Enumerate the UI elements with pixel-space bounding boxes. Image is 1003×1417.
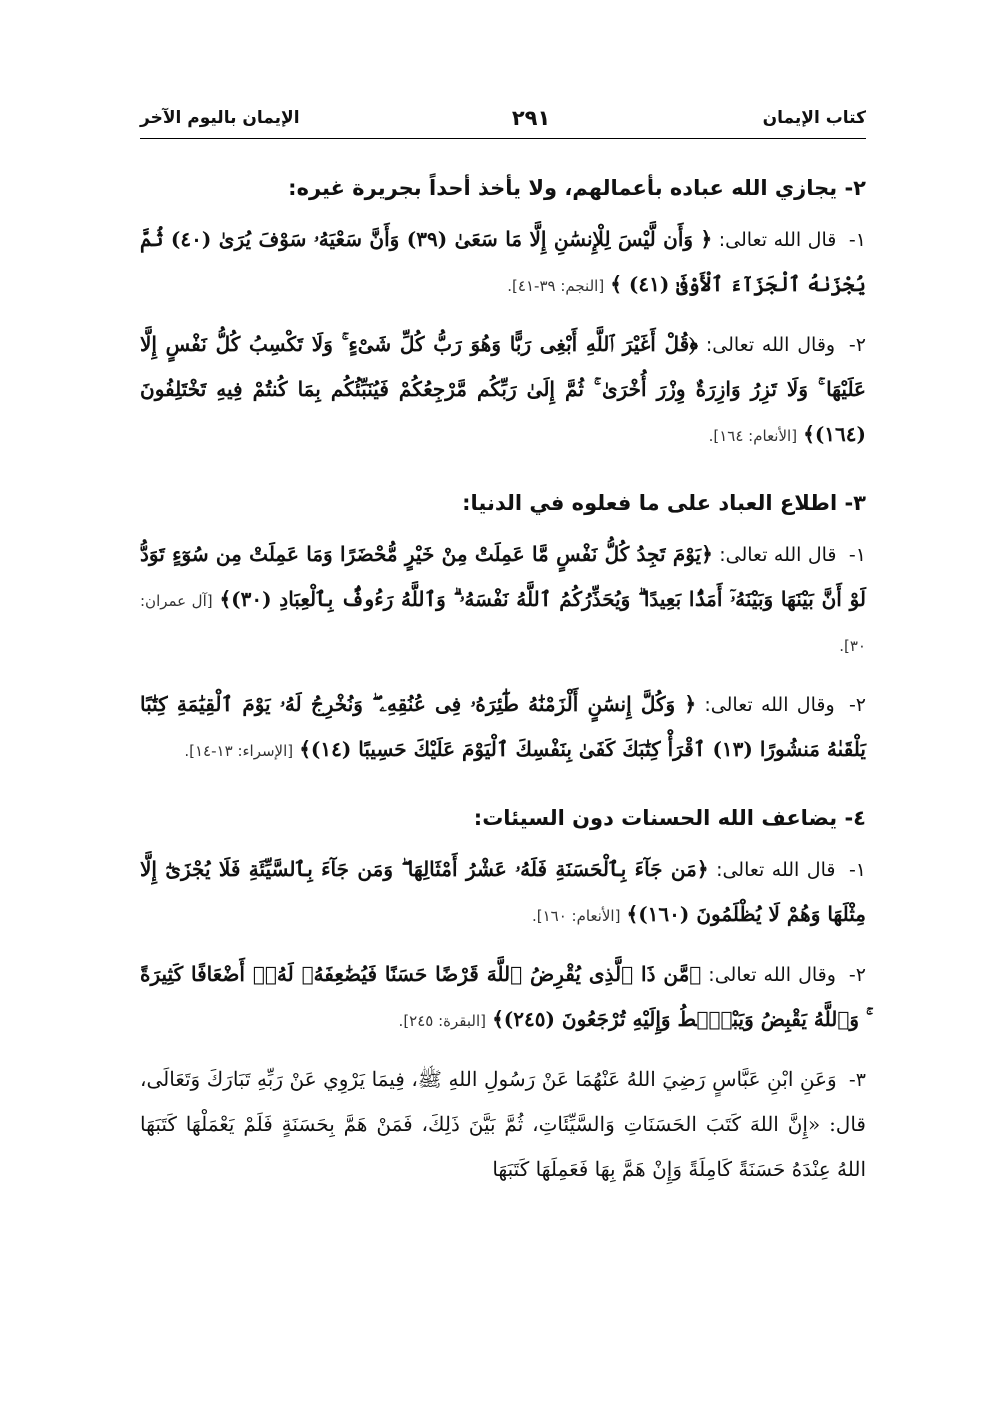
list-item [140, 682, 866, 773]
item-number: ١- [848, 544, 866, 566]
quran-verse: ﴿يَوْمَ تَجِدُ كُلُّ نَفْسٍ مَّا عَمِلَتْ مِنْ خَيْرٍ مُّحْضَرًا وَمَا عَمِلَتْ مِن سُوٓءٍ تَوَدُّ لَوْ أَنَّ بَيْنَهَا وَبَيْنَهُۥٓ أَمَدًۢا بَعِيدًا ۗ وَيُحَذِّرُكُمُ ٱللَّهُ نَفْسَهُۥ ۗ وَٱللَّهُ رَءُوفٌۢ بِٱلْعِبَادِ (٣٠)﴾ [140, 542, 867, 611]
book-page [140, 100, 866, 1206]
item-lead: قال الله تعالى: [719, 544, 837, 566]
item-lead: قال الله تعالى: [716, 859, 836, 881]
header-book-title: كتاب الإيمان [762, 108, 866, 128]
item-number: ٢- [848, 964, 866, 986]
section-heading: ٣- اطلاع العباد على ما فعلوه في الدنيا: [462, 491, 866, 515]
item-lead: وقال الله تعالى: [704, 694, 835, 716]
header-chapter-title: الإيمان باليوم الآخر [140, 108, 300, 128]
item-lead: وقال الله تعالى: [708, 964, 836, 986]
quran-verse: ﴿مَّن ذَا ٱلَّذِى يُقْرِضُ ٱللَّهَ قَرْضًا حَسَنًا فَيُضَٰعِفَهُۥ لَهُۥٓ أَضْعَافًا كَثِيرَةً ۚ وَٱللَّهُ يَقْبِضُ وَيَبْصُۜطُ وَإِلَيْهِ تُرْجَعُونَ (٢٤٥)﴾ [140, 962, 866, 1031]
list-item [140, 322, 866, 458]
item-lead: وقال الله تعالى: [705, 334, 836, 356]
item-number: ٢- [848, 694, 867, 716]
quran-verse: ﴿قُلْ أَغَيْرَ ٱللَّهِ أَبْغِى رَبًّا وَهُوَ رَبُّ كُلِّ شَىْءٍ ۚ وَلَا تَكْسِبُ كُلُّ نَفْسٍ إِلَّا عَلَيْهَا ۚ وَلَا تَزِرُ وَازِرَةٌ وِزْرَ أُخْرَىٰ ۚ ثُمَّ إِلَىٰ رَبِّكُم مَّرْجِعُكُمْ فَيُنَبِّئُكُم بِمَا كُنتُمْ فِيهِ تَخْتَلِفُونَ (١٦٤)﴾ [140, 332, 866, 446]
page-number: ٢٩١ [511, 106, 551, 130]
verse-reference: [الأنعام: ١٦٠]. [531, 907, 621, 925]
verse-reference: [الأنعام: ١٦٤]. [708, 427, 798, 445]
quran-verse: ﴿ وَأَن لَّيْسَ لِلْإِنسَٰنِ إِلَّا مَا سَعَىٰ (٣٩) وَأَنَّ سَعْيَهُۥ سَوْفَ يُرَىٰ (٤٠) ثُمَّ يُجْزَىٰهُ ٱلْجَزَآءَ ٱلْأَوْفَىٰ (٤١) ﴾ [140, 227, 866, 296]
list-item [140, 952, 866, 1043]
hadith-text: وَعَنِ ابْنِ عَبَّاسٍ رَضِيَ اللهُ عَنْهُمَا عَنْ رَسُولِ اللهِ ﷺ، فِيمَا يَرْوِي عَنْ رَبِّهِ تَبَارَكَ وَتَعَالَى، قال: «إِنَّ اللهَ كَتَبَ الحَسَنَاتِ وَالسَّيِّئَاتِ، ثُمَّ بَيَّنَ ذَلِكَ، فَمَنْ هَمَّ بِحَسَنَةٍ فَلَمْ يَعْمَلْهَا كَتَبَهَا اللهُ عِنْدَهُ حَسَنَةً كَامِلَةً وَإِنْ هَمَّ بِهَا فَعَمِلَهَا كَتَبَهَا [140, 1067, 866, 1181]
running-header [140, 100, 866, 136]
item-number: ٢- [848, 334, 866, 356]
list-item [140, 847, 866, 938]
list-item [140, 532, 866, 668]
item-number: ٣- [848, 1069, 866, 1091]
item-number: ١- [848, 859, 867, 881]
quran-verse: ﴿ وَكُلَّ إِنسَٰنٍ أَلْزَمْنَٰهُ طَٰٓئِرَهُۥ فِى عُنُقِهِۦ ۖ وَنُخْرِجُ لَهُۥ يَوْمَ ٱلْقِيَٰمَةِ كِتَٰبًا يَلْقَىٰهُ مَنشُورًا (١٣) ٱقْرَأْ كِتَٰبَكَ كَفَىٰ بِنَفْسِكَ ٱلْيَوْمَ عَلَيْكَ حَسِيبًا (١٤)﴾ [140, 692, 866, 761]
verse-reference: [الإسراء: ١٣-١٤]. [184, 742, 294, 760]
quran-verse: ﴿مَن جَآءَ بِٱلْحَسَنَةِ فَلَهُۥ عَشْرُ أَمْثَالِهَا ۖ وَمَن جَآءَ بِٱلسَّيِّئَةِ فَلَا يُجْزَىٰٓ إِلَّا مِثْلَهَا وَهُمْ لَا يُظْلَمُونَ (١٦٠)﴾ [140, 857, 866, 926]
list-item [140, 1057, 866, 1192]
header-rule [140, 138, 866, 139]
list-item [140, 217, 866, 308]
item-lead: قال الله تعالى: [718, 229, 837, 251]
verse-reference: [النجم: ٣٩-٤١]. [507, 277, 605, 295]
section-heading: ٢- يجازي الله عباده بأعمالهم، ولا يأخذ أحداً بجريرة غيره: [288, 176, 866, 200]
verse-reference: [آل عمران: ٣٠]. [140, 592, 866, 655]
section-heading: ٤- يضاعف الله الحسنات دون السيئات: [473, 806, 866, 830]
item-number: ١- [848, 229, 866, 251]
verse-reference: [البقرة: ٢٤٥]. [398, 1012, 487, 1030]
